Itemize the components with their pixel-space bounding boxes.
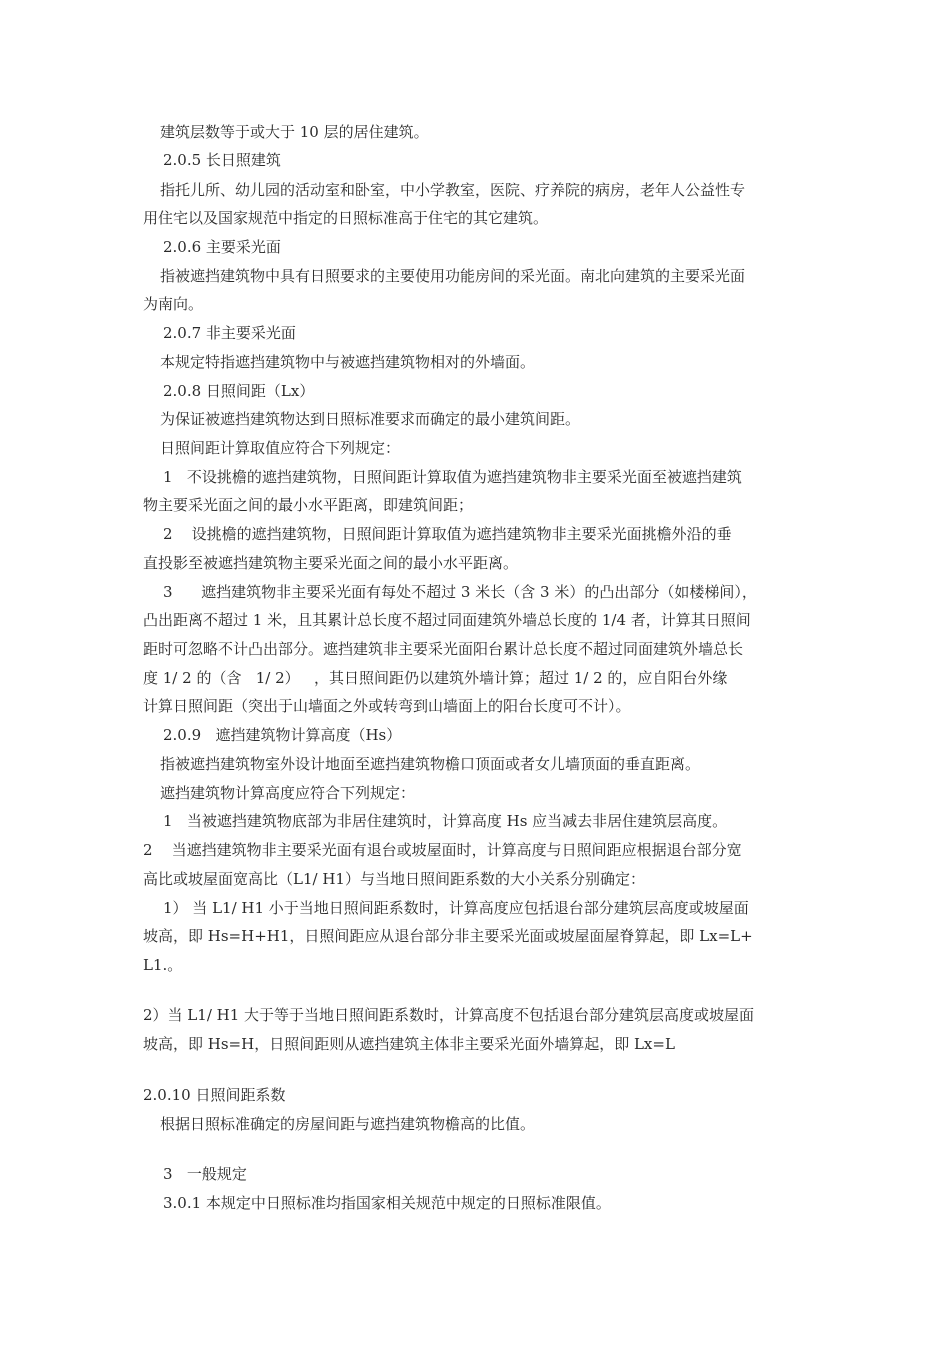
text-line: 为南向。 — [143, 295, 204, 313]
text-line: 指托儿所、幼儿园的活动室和卧室，中小学教室，医院、疗养院的病房，老年人公益性专 — [160, 181, 746, 199]
text-line: 度 1/ 2 的（含 1/ 2） ，其日照间距仍以建筑外墙计算；超过 1/ 2 的，应自阳台外缘 — [143, 669, 728, 687]
text-line: 用住宅以及国家规范中指定的日照标准高于住宅的其它建筑。 — [143, 209, 549, 227]
text-line: 2）当 L1/ H1 大于等于当地日照间距系数时，计算高度不包括退台部分建筑层高度或坡屋面 — [143, 1006, 755, 1024]
text-line: 本规定特指遮挡建筑物中与被遮挡建筑物相对的外墙面。 — [160, 353, 536, 371]
text-line: 建筑层数等于或大于 10 层的居住建筑。 — [160, 123, 429, 141]
section-heading: 2.0.10 日照间距系数 — [143, 1086, 286, 1104]
text-line: 2 设挑檐的遮挡建筑物，日照间距计算取值为遮挡建筑物非主要采光面挑檐外沿的垂 — [163, 525, 732, 543]
text-line: 1） 当 L1/ H1 小于当地日照间距系数时，计算高度应包括退台部分建筑层高度或坡屋面 — [163, 899, 749, 917]
text-line: 为保证被遮挡建筑物达到日照标准要求而确定的最小建筑间距。 — [160, 410, 581, 428]
text-line: 指被遮挡建筑物中具有日照要求的主要使用功能房间的采光面。南北向建筑的主要采光面 — [160, 267, 746, 285]
section-heading: 2.0.5 长日照建筑 — [163, 151, 281, 169]
text-line: 高比或坡屋面宽高比（L1/ H1）与当地日照间距系数的大小关系分别确定： — [143, 870, 645, 888]
text-line: 直投影至被遮挡建筑物主要采光面之间的最小水平距离。 — [143, 554, 519, 572]
text-line: 3.0.1 本规定中日照标准均指国家相关规范中规定的日照标准限值。 — [163, 1194, 611, 1212]
text-line: 物主要采光面之间的最小水平距离，即建筑间距； — [143, 496, 474, 514]
text-line: 1 不设挑檐的遮挡建筑物，日照间距计算取值为遮挡建筑物非主要采光面至被遮挡建筑 — [163, 468, 742, 486]
section-heading: 2.0.6 主要采光面 — [163, 238, 281, 256]
text-line: 1 当被遮挡建筑物底部为非居住建筑时，计算高度 Hs 应当减去非居住建筑层高度。 — [163, 812, 728, 830]
text-line: 坡高，即 Hs=H+H1，日照间距应从退台部分非主要采光面或坡屋面屋脊算起，即 Lx=L+ — [143, 927, 753, 945]
text-line: 2 当遮挡建筑物非主要采光面有退台或坡屋面时，计算高度与日照间距应根据退台部分宽 — [143, 841, 742, 859]
text-line: 指被遮挡建筑物室外设计地面至遮挡建筑物檐口顶面或者女儿墙顶面的垂直距离。 — [160, 755, 701, 773]
text-line: 遮挡建筑物计算高度应符合下列规定： — [160, 784, 416, 802]
section-heading: 2.0.8 日照间距（Lx） — [163, 382, 315, 400]
section-heading: 2.0.9 遮挡建筑物计算高度（Hs） — [163, 726, 402, 744]
section-heading: 2.0.7 非主要采光面 — [163, 324, 296, 342]
text-line: 坡高，即 Hs=H，日照间距则从遮挡建筑主体非主要采光面外墙算起，即 Lx=L — [143, 1035, 675, 1053]
text-line: 3 遮挡建筑物非主要采光面有每处不超过 3 米长（含 3 米）的凸出部分（如楼梯间）， — [163, 583, 757, 601]
text-line: 日照间距计算取值应符合下列规定： — [160, 439, 401, 457]
text-line: 凸出距离不超过 1 米，且其累计总长度不超过同面建筑外墙总长度的 1/4 者，计算其日照间 — [143, 611, 751, 629]
section-heading: 3 一般规定 — [163, 1165, 247, 1183]
text-line: L1.。 — [143, 956, 183, 974]
text-line: 计算日照间距（突出于山墙面之外或转弯到山墙面上的阳台长度可不计）。 — [143, 697, 631, 715]
text-line: 距时可忽略不计凸出部分。遮挡建筑非主要采光面阳台累计总长度不超过同面建筑外墙总长 — [143, 640, 744, 658]
text-line: 根据日照标准确定的房屋间距与遮挡建筑物檐高的比值。 — [160, 1115, 536, 1133]
